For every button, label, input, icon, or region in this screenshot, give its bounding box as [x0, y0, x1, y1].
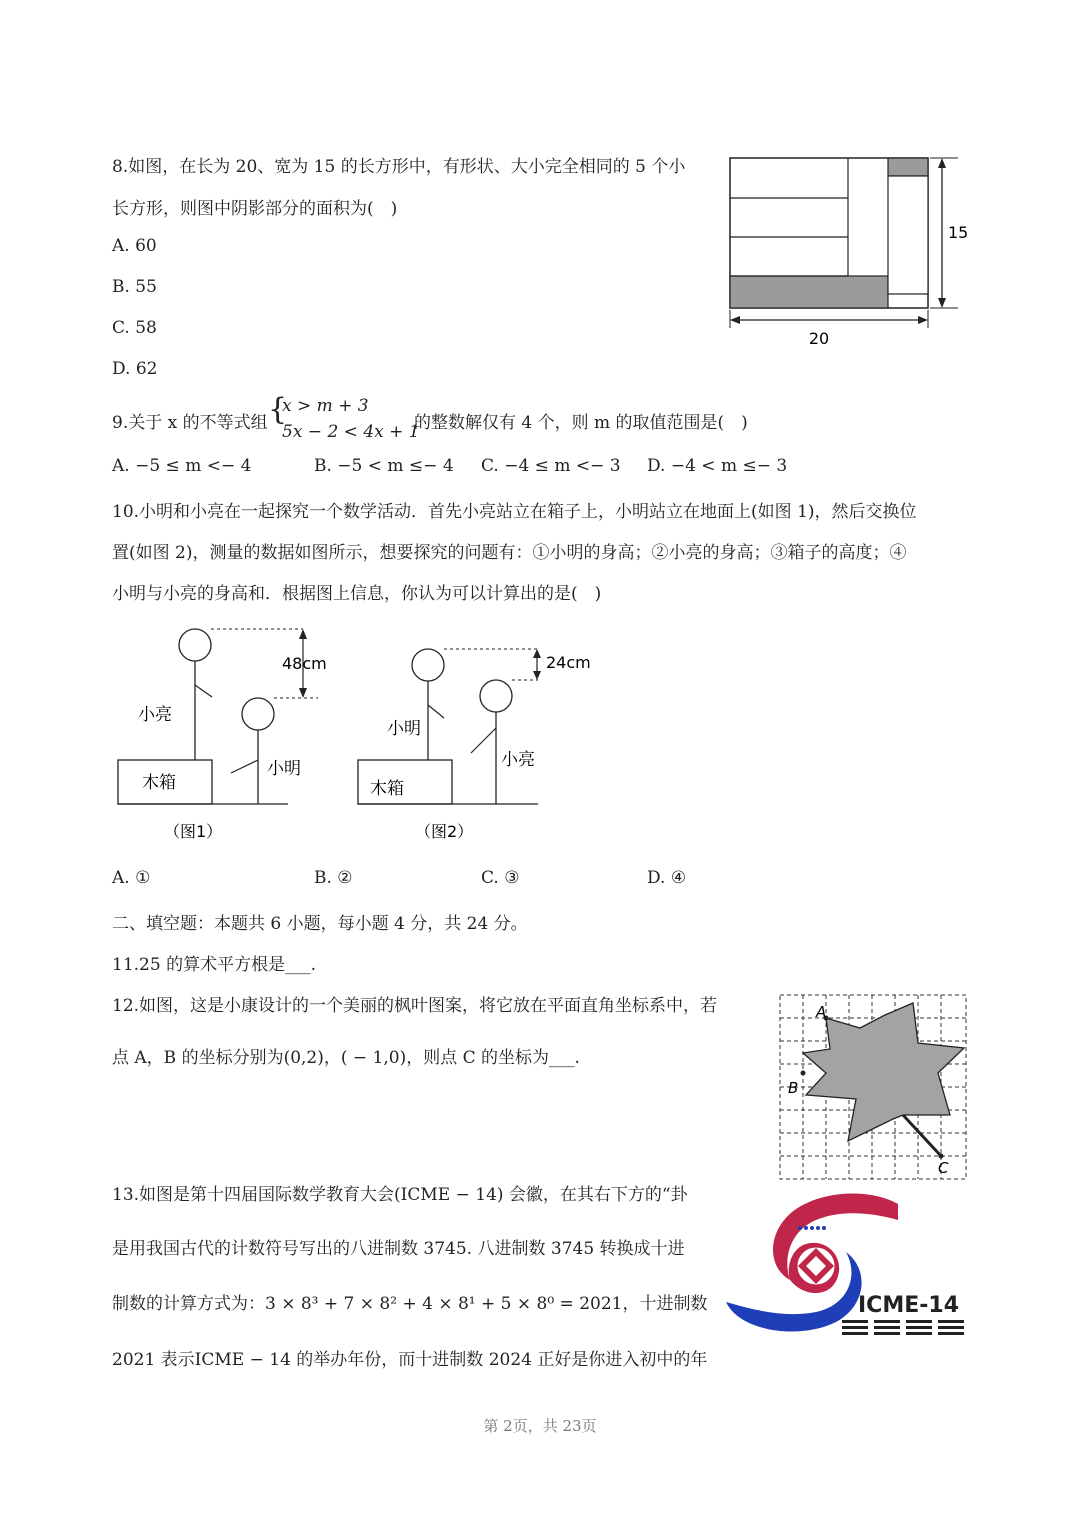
q10-option-d: D. ④ — [647, 868, 687, 888]
q10-fig2-diff: 24cm — [546, 653, 591, 672]
q8-option-b: B. 55 — [112, 277, 157, 297]
q10-fig1-diff: 48cm — [282, 654, 327, 673]
q8-width-label: 20 — [808, 329, 830, 348]
q10-option-b: B. ② — [314, 868, 353, 888]
icme-logo-text: ICME-14 — [858, 1293, 959, 1318]
q8-option-a: A. 60 — [112, 236, 157, 256]
q10-fig1-bottom-person: 小明 — [267, 759, 301, 779]
q12-line2: 点 A，B 的坐标分别为(0,2)，( − 1,0)，则点 C 的坐标为___. — [112, 1048, 580, 1068]
q10-fig1-box: 木箱 — [142, 773, 176, 793]
point-c-label: C — [938, 1159, 949, 1177]
q8-rectangle-figure — [720, 150, 980, 350]
q9-option-a: A. −5 ≤ m <− 4 — [112, 456, 252, 476]
q8-option-d: D. 62 — [112, 359, 158, 379]
q10-fig1-top-person: 小亮 — [138, 705, 172, 725]
q9-inequality-1: x > m + 3 — [282, 396, 369, 416]
q12-line1: 12.如图，这是小康设计的一个美丽的枫叶图案，将它放在平面直角坐标系中，若 — [112, 996, 718, 1016]
q10-line2: 置(如图 2)，测量的数据如图所示，想要探究的问题有：①小明的身高；②小亮的身高；③箱子的高度；④ — [112, 543, 907, 563]
q8-height-label: 15 — [948, 223, 969, 242]
point-b-label: B — [788, 1079, 799, 1097]
q10-fig1-caption: （图1） — [164, 822, 223, 841]
page-footer: 第 2页，共 23页 — [483, 1417, 597, 1435]
q9-inequality-2: 5x − 2 < 4x + 1 — [282, 422, 420, 442]
q10-line1: 10.小明和小亮在一起探究一个数学活动．首先小亮站立在箱子上，小明站立在地面上(如图 1)，然后交换位 — [112, 502, 917, 522]
q13-line4: 2021 表示ICME − 14 的举办年份，而十进制数 2024 正好是你进入初中的年 — [112, 1350, 708, 1370]
q9-brace: { — [268, 392, 288, 427]
q10-figure-2 — [352, 620, 612, 850]
q11-text: 11.25 的算术平方根是___. — [112, 955, 316, 975]
icme-14-logo — [720, 1190, 970, 1340]
q12-maple-leaf-figure — [778, 993, 970, 1183]
q8-option-c: C. 58 — [112, 318, 157, 338]
q9-option-c: C. −4 ≤ m <− 3 — [481, 456, 621, 476]
q10-fig2-bottom-person: 小亮 — [501, 750, 535, 770]
section-2-heading: 二、填空题：本题共 6 小题，每小题 4 分，共 24 分。 — [112, 914, 528, 934]
q10-fig2-caption: （图2） — [415, 822, 474, 841]
q13-line1: 13.如图是第十四届国际数学教育大会(ICME − 14) 会徽，在其右下方的“卦 — [112, 1185, 688, 1205]
q9-option-b: B. −5 < m ≤− 4 — [314, 456, 454, 476]
q13-line2: 是用我国古代的计数符号写出的八进制数 3745. 八进制数 3745 转换成十进 — [112, 1239, 685, 1259]
q10-line3: 小明与小亮的身高和．根据图上信息，你认为可以计算出的是( ) — [112, 584, 602, 604]
q9-suffix: 的整数解仅有 4 个，则 m 的取值范围是( ) — [414, 413, 748, 433]
q8-line1: 8.如图，在长为 20、宽为 15 的长方形中，有形状、大小完全相同的 5 个小 — [112, 157, 686, 177]
q9-prefix: 9.关于 x 的不等式组 — [112, 413, 268, 433]
point-a-label: A — [816, 1003, 827, 1021]
q10-figure-1 — [110, 620, 350, 850]
q9-option-d: D. −4 < m ≤− 3 — [647, 456, 788, 476]
q13-line3: 制数的计算方式为：3 × 8³ + 7 × 8² + 4 × 8¹ + 5 × 8⁰ = 2021，十进制数 — [112, 1294, 708, 1314]
q10-fig2-top-person: 小明 — [387, 719, 421, 739]
q10-fig2-box: 木箱 — [370, 779, 404, 799]
q10-option-a: A. ① — [112, 868, 151, 888]
q8-line2: 长方形，则图中阴影部分的面积为( ) — [112, 199, 398, 219]
q10-option-c: C. ③ — [481, 868, 520, 888]
